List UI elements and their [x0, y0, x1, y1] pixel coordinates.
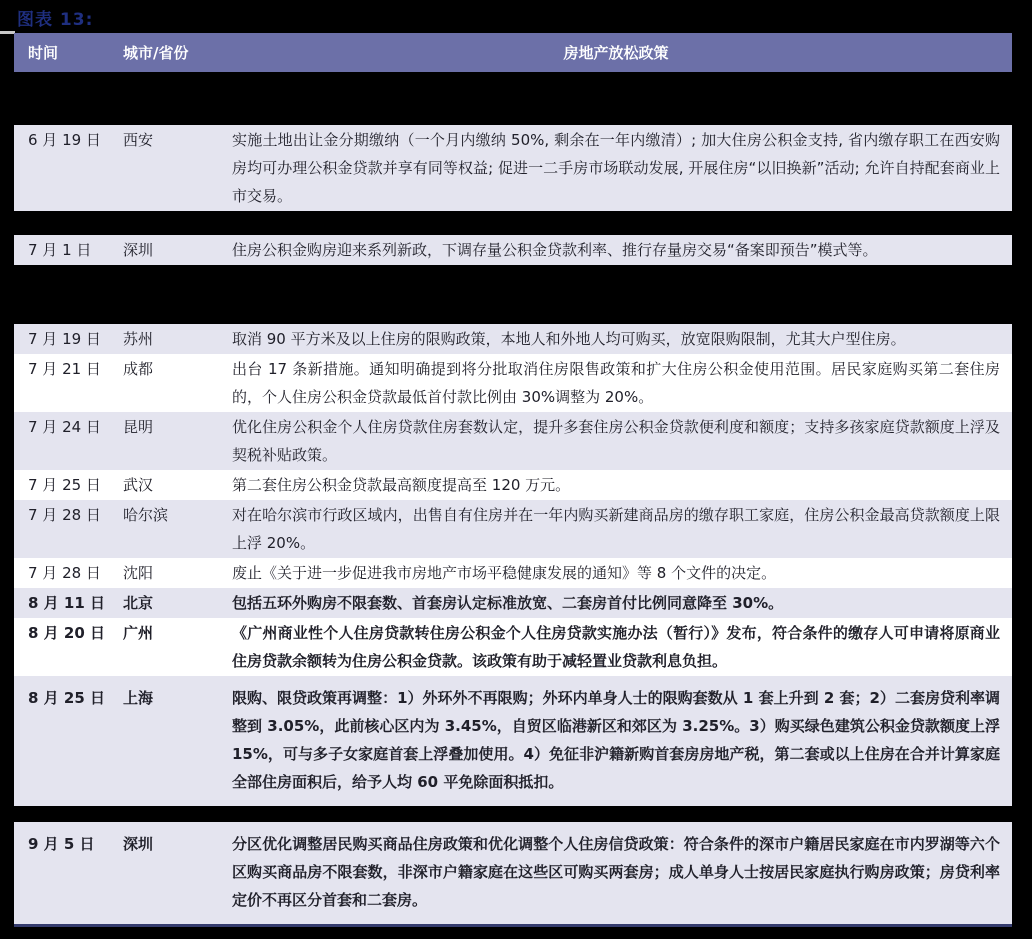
- table-row: [14, 676, 1012, 806]
- cell-date: 7 月 28 日: [28, 506, 101, 524]
- policy-table: [14, 33, 1012, 927]
- table-row: [14, 324, 1012, 354]
- cell-policy: 优化住房公积金个人住房贷款住房套数认定，提升多套住房公积金贷款便利度和额度；支持多孩家庭贷款额度上浮及契税补贴政策。: [232, 418, 1000, 464]
- table-header-row: [14, 33, 1012, 72]
- cell-date: 7 月 24 日: [28, 418, 101, 436]
- table-row: [14, 354, 1012, 412]
- cell-city: 武汉: [123, 476, 154, 494]
- cell-policy: 实施土地出让金分期缴纳（一个月内缴纳 50%, 剩余在一年内缴清）; 加大住房公积金支持, 省内缴存职工在西安购房均可办理公积金贷款并享有同等权益; 促进一二手房市场联动发展, 开展住房“以旧换新”活动; 允许自持配套商业上市交易。: [232, 131, 1000, 205]
- cell-policy: 对在哈尔滨市行政区域内，出售自有住房并在一年内购买新建商品房的缴存职工家庭，住房公积金最高贷款额度上限上浮 20%。: [232, 506, 1000, 552]
- table-row: [14, 125, 1012, 211]
- cell-date: 7 月 25 日: [28, 476, 101, 494]
- header-city-province: 城市/省份: [123, 44, 189, 62]
- cell-date: 8 月 11 日: [28, 594, 105, 612]
- cell-city: 沈阳: [123, 564, 154, 582]
- cell-date: 8 月 25 日: [28, 689, 105, 707]
- cell-city: 昆明: [123, 418, 154, 436]
- cell-date: 7 月 1 日: [28, 241, 92, 259]
- cell-date: 7 月 19 日: [28, 330, 101, 348]
- cell-policy: 第二套住房公积金贷款最高额度提高至 120 万元。: [232, 476, 571, 494]
- cell-date: 6 月 19 日: [28, 131, 101, 149]
- table-row: [14, 412, 1012, 470]
- redacted-row: [14, 211, 1012, 235]
- cell-policy: 包括五环外购房不限套数、首套房认定标准放宽、二套房首付比例同意降至 30%。: [232, 594, 784, 612]
- table-row: [14, 500, 1012, 558]
- cell-policy: 限购、限贷政策再调整：1）外环外不再限购；外环内单身人士的限购套数从 1 套上升到 2 套；2）二套房贷利率调整到 3.05%，此前核心区内为 3.45%，自贸区临港新区和郊区为 3.25%。3）购买绿色建筑公积金贷款额度上浮 15%，可与多子女家庭首套上浮叠加使用。4）免征非沪籍新购首套房房地产税，第二套或以上住房在合并计算家庭全部住房面积后，给予人均 60 平免除面积抵扣。: [232, 689, 1000, 791]
- cell-policy: 《广州商业性个人住房贷款转住房公积金个人住房贷款实施办法（暂行）》发布，符合条件的缴存人可申请将原商业住房贷款余额转为住房公积金贷款。该政策有助于减轻置业贷款利息负担。: [232, 624, 1000, 670]
- cell-city: 深圳: [123, 835, 154, 853]
- table-bottom-border: [14, 924, 1012, 927]
- cell-date: 7 月 28 日: [28, 564, 101, 582]
- cell-city: 广州: [123, 624, 154, 642]
- cell-city: 上海: [123, 689, 154, 707]
- table-row: [14, 822, 1012, 924]
- cell-date: 8 月 20 日: [28, 624, 105, 642]
- table-row: [14, 558, 1012, 588]
- redacted-row: [14, 265, 1012, 324]
- cell-policy: 废止《关于进一步促进我市房地产市场平稳健康发展的通知》等 8 个文件的决定。: [232, 564, 777, 582]
- cell-city: 成都: [123, 360, 154, 378]
- table-row: [14, 618, 1012, 676]
- header-time: 时间: [28, 44, 59, 62]
- cell-date: 7 月 21 日: [28, 360, 101, 378]
- table-row: [14, 470, 1012, 500]
- policy-table-body: [14, 72, 1012, 924]
- cell-city: 西安: [123, 131, 154, 149]
- cell-policy: 分区优化调整居民购买商品住房政策和优化调整个人住房信贷政策：符合条件的深市户籍居民家庭在市内罗湖等六个区购买商品房不限套数，非深市户籍家庭在这些区可购买两套房；成人单身人士按居民家庭执行购房政策；房贷利率定价不再区分首套和二套房。: [232, 835, 1000, 909]
- cell-policy: 出台 17 条新措施。通知明确提到将分批取消住房限售政策和扩大住房公积金使用范围。居民家庭购买第二套住房的，个人住房公积金贷款最低首付款比例由 30%调整为 20%。: [232, 360, 1000, 406]
- cell-city: 苏州: [123, 330, 154, 348]
- cell-city: 哈尔滨: [123, 506, 169, 524]
- table-row: [14, 588, 1012, 618]
- figure-title: 图表 13:: [17, 10, 94, 30]
- table-row: [14, 235, 1012, 265]
- cell-city: 北京: [123, 594, 154, 612]
- cell-policy: 住房公积金购房迎来系列新政，下调存量公积金贷款利率、推行存量房交易“备案即预告”模式等。: [232, 241, 878, 259]
- table-top-border: [0, 31, 15, 34]
- cell-date: 9 月 5 日: [28, 835, 95, 853]
- redacted-row: [14, 806, 1012, 822]
- cell-city: 深圳: [123, 241, 154, 259]
- cell-policy: 取消 90 平方米及以上住房的限购政策，本地人和外地人均可购买，放宽限购限制，尤其大户型住房。: [232, 330, 906, 348]
- header-policy: 房地产放松政策: [563, 44, 669, 62]
- redacted-row: [14, 72, 1012, 125]
